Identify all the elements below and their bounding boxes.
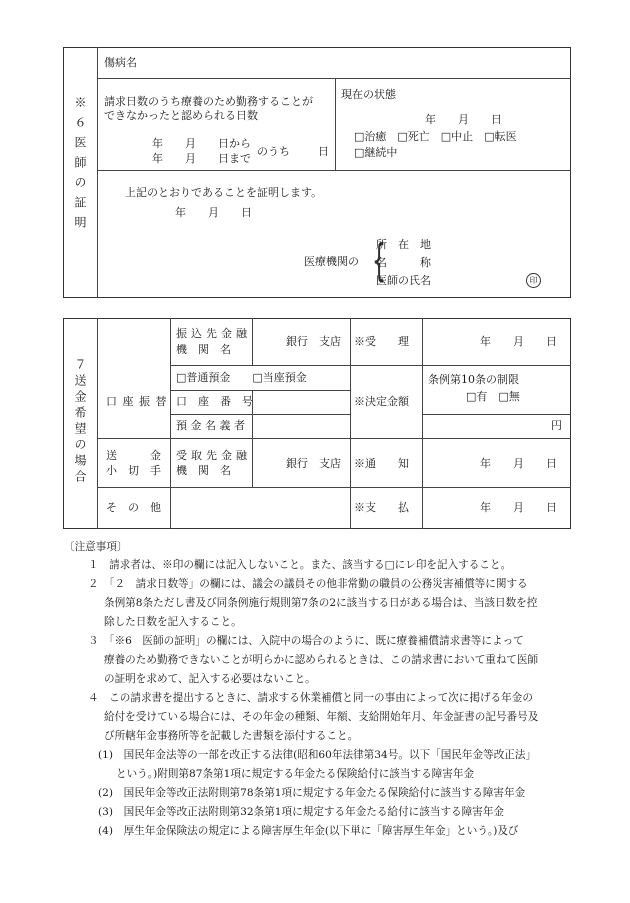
notification-label: ※通 知 — [354, 457, 409, 470]
account-number-label: 口 座 番 号 — [176, 395, 253, 408]
note-4-item-4: (4) 厚生年金保険法の規定による障害厚生年金(以下単に「障害厚生年金」という。)及び — [98, 825, 519, 837]
status-option-continuing[interactable]: □継続中 — [354, 146, 398, 159]
work-absence-days-label-line2: できなかったと認められる日数 — [104, 109, 258, 122]
medical-institution-label: 医療機関の — [304, 255, 359, 268]
divider — [422, 318, 423, 529]
divider — [97, 78, 571, 79]
account-holder-field[interactable] — [254, 416, 348, 436]
divider — [97, 47, 98, 298]
note-3-line3: の証明を求めて、記入する必要はないこと。 — [104, 673, 316, 685]
status-options[interactable]: □治癒 □死亡 □中止 □転医 — [354, 130, 517, 143]
divider — [252, 318, 253, 366]
divider — [170, 365, 350, 366]
note-4-line3: び所轄年金事務所等を記載した書類を添付すること。 — [104, 730, 359, 742]
account-holder-label: 預 金 名 義 者 — [176, 419, 245, 432]
note-1: １ 請求者は、※印の欄には記入しないこと。また、該当する□にレ印を記入すること。 — [88, 559, 512, 571]
seal-mark: 印 — [526, 273, 541, 288]
current-status-title: 現在の状態 — [341, 88, 396, 101]
payment-label: ※支 払 — [354, 501, 409, 514]
bank-name-label-line2: 機 関 名 — [176, 343, 231, 356]
recipient-bank-label-line2: 機 関 名 — [176, 464, 231, 477]
divider — [170, 318, 171, 529]
divider — [170, 414, 350, 415]
divider — [422, 414, 571, 415]
note-4-item-3: (3) 国民年金等改正法附則第32条第1項に規定する年金たる給付に該当する障害年金 — [98, 806, 505, 818]
section-7-vertical-label: ７送金希望の場合 — [73, 358, 87, 486]
bank-name-label-text: 振込先金融 — [176, 327, 251, 340]
divider — [97, 170, 571, 171]
note-2-line1: ２ 「２ 請求日数等」の欄には、議会の議員その他非常勤の職員の公務災害補償等に関する — [88, 578, 528, 590]
note-3-line1: ３ 「※6 医師の証明」の欄には、入院中の場合のように、既に療養補償請求書等によって — [88, 635, 524, 647]
of-which-label: のうち — [257, 145, 290, 158]
divider — [170, 390, 350, 391]
notification-date[interactable]: 年 月 日 — [480, 457, 557, 470]
deposit-type-checkboxes[interactable]: □普通預金 □当座預金 — [176, 371, 307, 384]
divider — [335, 78, 336, 170]
note-4-line1: ４ この請求書を提出するときに、請求する休業補償と同一の事由によって次に掲げる年金の — [88, 692, 533, 704]
other-label: そ の 他 — [106, 501, 161, 514]
restriction-label: 条例第10条の制限 — [428, 373, 519, 386]
divider — [97, 438, 571, 439]
receipt-label: ※受 理 — [354, 335, 409, 348]
bank-name-label-line1 — [176, 327, 251, 341]
days-unit-label: 日 — [318, 145, 329, 158]
payment-date[interactable]: 年 月 日 — [480, 501, 557, 514]
note-2-line3: 除した日数を記入すること。 — [104, 616, 242, 628]
institution-name-label: 名 称 — [376, 256, 431, 269]
certification-statement: 上記のとおりであることを証明します。 — [125, 186, 323, 199]
note-4-line2: 給付を受けている場合には、その年金の種類、年額、支給開始年月、年金証書の記号番号及 — [104, 711, 539, 723]
status-date[interactable]: 年 月 日 — [425, 113, 502, 126]
section-6-vertical-label: ※６医師の証明 — [73, 96, 87, 236]
note-4-item-2: (2) 国民年金等改正法附則第78条第1項に規定する年金たる保険給付に該当する障害年金 — [98, 787, 526, 799]
divider — [97, 487, 571, 488]
remittance-label-line1: 送 金 — [106, 449, 161, 462]
notes-title: 〔注意事項〕 — [64, 541, 128, 553]
yen-unit-label: 円 — [551, 419, 562, 432]
note-3-line2: 療養のため勤務できないことが明らかに認められるときは、この請求書において重ねて医師 — [104, 654, 539, 666]
bank-branch-field-1[interactable]: 銀行 支店 — [286, 335, 341, 348]
note-2-line2: 条例第8条ただし書及び同条例施行規則第7条の2に該当する日がある場合は、当該日数を控 — [104, 597, 538, 609]
divider — [350, 365, 571, 366]
note-4-item-1-line1: (1) 国民年金法等の一部を改正する法律(昭和60年法律第34号。以下「国民年金等改正法」 — [98, 749, 537, 761]
other-field[interactable] — [172, 490, 348, 526]
remittance-label-line2: 小 切 手 — [106, 464, 161, 477]
account-transfer-label: 口 座 振 替 — [106, 395, 168, 408]
injury-name-label: 傷病名 — [104, 56, 137, 69]
address-label: 所 在 地 — [376, 238, 431, 251]
account-number-field[interactable] — [254, 392, 348, 412]
doctor-name-label: 医師の氏名 — [376, 274, 431, 287]
receipt-date[interactable]: 年 月 日 — [480, 335, 557, 348]
work-absence-days-label-line1: 請求日数のうち療養のため勤務することが — [104, 95, 313, 108]
decided-amount-label: ※決定金額 — [354, 395, 409, 408]
recipient-bank-label-line1: 受取先金融 — [176, 449, 251, 462]
restriction-yes-no-checkboxes[interactable]: □有 □無 — [466, 390, 520, 403]
divider — [350, 318, 351, 529]
brace-icon: { — [372, 235, 386, 286]
bank-branch-field-2[interactable]: 銀行 支店 — [286, 457, 341, 470]
injury-name-field[interactable] — [160, 50, 565, 76]
certification-date[interactable]: 年 月 日 — [175, 206, 252, 219]
date-to-row[interactable]: 年 月 日まで — [152, 152, 251, 165]
note-4-item-1-line2: という。)附則第87条第1項に規定する年金たる保険給付に該当する障害年金 — [116, 768, 475, 780]
date-from-row[interactable]: 年 月 日から — [152, 137, 251, 150]
divider — [97, 318, 98, 529]
